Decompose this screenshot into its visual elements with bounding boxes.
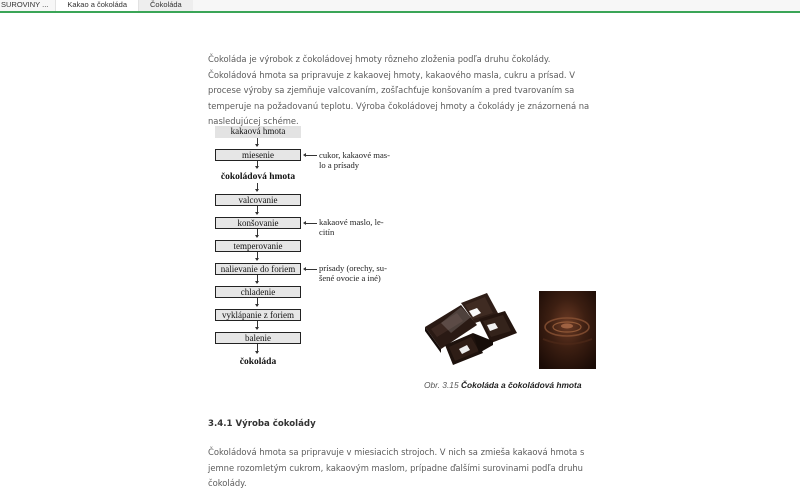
flow-arrow bbox=[257, 229, 258, 237]
flow-arrow bbox=[257, 275, 258, 283]
flow-arrow bbox=[257, 161, 258, 168]
chocolate-mass-photo bbox=[539, 291, 596, 369]
flow-arrow bbox=[257, 183, 258, 191]
input-arrow bbox=[305, 155, 317, 156]
flow-arrow bbox=[257, 344, 258, 353]
flow-box-step: temperovanie bbox=[215, 240, 301, 252]
breadcrumb bbox=[0, 0, 800, 13]
figure-title: Čokoláda a čokoládová hmota bbox=[460, 380, 582, 390]
figure-number: Obr. 3.15 bbox=[424, 380, 459, 390]
flow-box-step: balenie bbox=[215, 332, 301, 344]
input-label-pour: prísady (orechy, su- šené ovocie a iné) bbox=[319, 263, 387, 283]
flow-arrow bbox=[257, 321, 258, 329]
flow-arrow bbox=[257, 252, 258, 260]
flow-box-mix: miesenie bbox=[215, 149, 301, 161]
flow-end: čokoláda bbox=[239, 357, 277, 367]
input-arrow bbox=[305, 269, 317, 270]
intro-paragraph: Čokoláda je výrobok z čokoládovej hmoty rôzneho zloženia podľa druhu čokolády. Čokoládová hmota sa pripravuje z kakaovej hmoty, kakaového masla, cukru a prísad. V procese výroby sa zjemňuje valcovaním, zošľachťuje konšovaním a pred tvarovaním sa temperuje na požadovanú teplotu. Výroba čokoládovej hmoty a čokolády je znázornená na nasledujúcej schéme. bbox=[208, 54, 590, 126]
input-arrow bbox=[305, 223, 317, 224]
input-label-conche: kakaové maslo, le- citín bbox=[319, 217, 384, 237]
breadcrumb-item-cokolada[interactable]: Čokoláda bbox=[139, 0, 193, 11]
input-label-mix: cukor, kakaové mas- lo a prísady bbox=[319, 150, 391, 170]
breadcrumb-item-kakao[interactable]: Kakao a čokoláda bbox=[55, 0, 139, 11]
flow-arrow bbox=[257, 138, 258, 146]
flow-box-step: konšovanie bbox=[215, 217, 301, 229]
body-paragraph: Čokoládová hmota sa pripravuje v miesiacich strojoch. V nich sa zmieša kakaová hmota s jemne rozomletým cukrom, kakaovým maslom, prípadne ďalšími surovinami podľa druhu čokolády. bbox=[208, 447, 585, 488]
flow-box-step: nalievanie do foriem bbox=[215, 263, 301, 275]
production-flow-diagram bbox=[206, 120, 406, 380]
section-heading: 3.4.1 Výroba čokolády bbox=[208, 419, 316, 429]
chocolate-pieces-photo bbox=[421, 287, 521, 367]
flow-arrow bbox=[257, 298, 258, 306]
breadcrumb-item-suroviny[interactable]: SUROVINY ... bbox=[1, 0, 49, 9]
flow-box-step: valcovanie bbox=[215, 194, 301, 206]
flow-arrow bbox=[257, 206, 258, 214]
flow-box-step: chladenie bbox=[215, 286, 301, 298]
flow-box-start: kakaová hmota bbox=[215, 126, 301, 138]
figure-caption bbox=[424, 380, 581, 390]
flow-intermediate: čokoládová hmota bbox=[220, 172, 296, 182]
flow-box-step: vyklápanie z foriem bbox=[215, 309, 301, 321]
